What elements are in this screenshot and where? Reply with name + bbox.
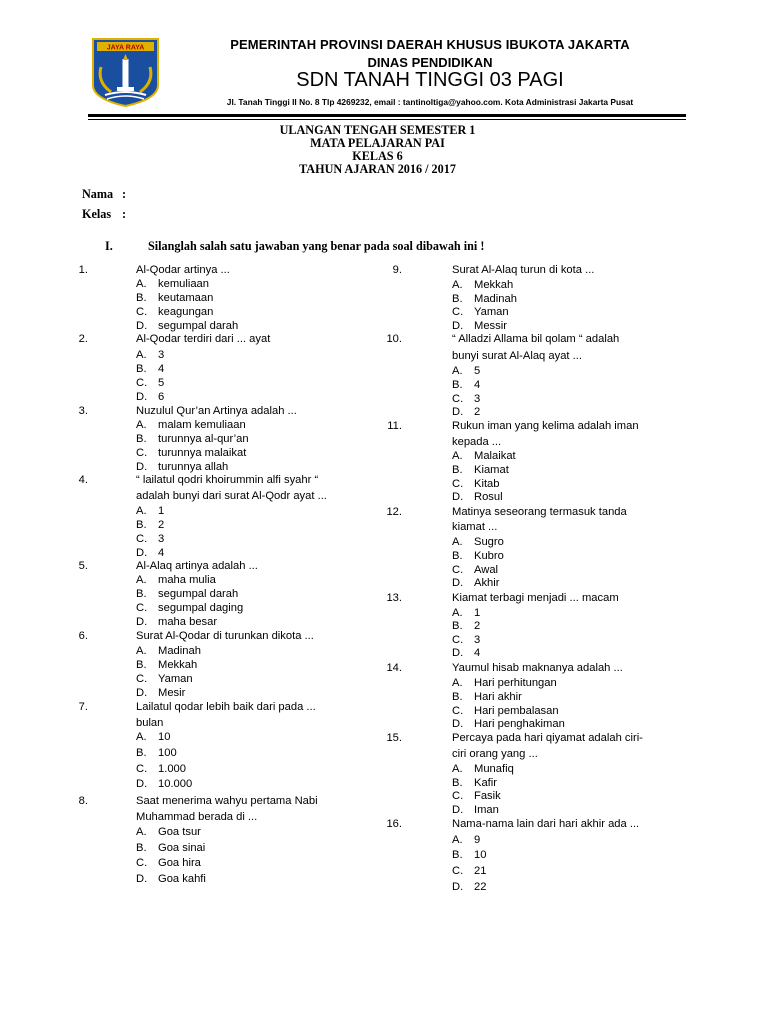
section-number: I.	[105, 239, 113, 253]
question-7-option-d[interactable]	[136, 778, 193, 791]
question-15-option-b[interactable]	[452, 777, 498, 790]
option-text: Hari perhitungan	[474, 677, 557, 689]
option-letter: B.	[136, 588, 147, 600]
question-text: ciri orang yang ...	[452, 748, 538, 760]
option-letter: D.	[452, 577, 464, 589]
question-2-option-b[interactable]	[136, 363, 165, 376]
option-letter: A.	[452, 834, 463, 846]
option-letter: C.	[136, 377, 148, 389]
question-8	[78, 795, 318, 808]
question-3-option-c[interactable]	[136, 447, 247, 460]
class-field[interactable]	[82, 207, 126, 222]
question-1-option-b[interactable]	[136, 292, 214, 305]
question-8-option-a[interactable]	[136, 826, 201, 839]
question-4-option-c[interactable]	[136, 533, 165, 546]
option-letter: D.	[452, 491, 464, 503]
option-letter: B.	[452, 849, 463, 861]
question-15-option-a[interactable]	[452, 763, 514, 776]
question-5	[78, 560, 258, 573]
option-letter: C.	[136, 533, 148, 545]
question-3	[78, 405, 297, 418]
option-text: Mekkah	[474, 279, 514, 291]
question-text: Percaya pada hari qiyamat adalah ciri-	[452, 732, 643, 744]
option-text: Awal	[474, 564, 499, 576]
question-10-option-d[interactable]	[452, 406, 481, 419]
option-letter: C.	[452, 865, 464, 877]
option-text: Kiamat	[474, 464, 509, 476]
option-text: 2	[158, 519, 165, 531]
option-text: maha mulia	[158, 574, 216, 586]
option-letter: D.	[452, 881, 464, 893]
option-text: Goa tsur	[158, 826, 201, 838]
question-text: Surat Al-Qodar di turunkan dikota ...	[136, 630, 314, 642]
option-text: 21	[474, 865, 487, 877]
question-number: 7.	[78, 701, 88, 713]
option-letter: A.	[452, 536, 463, 548]
option-text: Yaman	[474, 306, 509, 318]
option-letter: C.	[452, 790, 464, 802]
question-number: 8.	[78, 795, 88, 807]
question-7-option-b[interactable]	[136, 747, 177, 760]
question-4-option-d[interactable]	[136, 547, 165, 560]
question-text: Saat menerima wahyu pertama Nabi	[136, 795, 318, 807]
option-text: turunnya allah	[158, 461, 229, 473]
option-text: malam kemuliaan	[158, 419, 246, 431]
option-letter: B.	[452, 293, 463, 305]
option-letter: B.	[136, 433, 147, 445]
option-text: 22	[474, 881, 487, 893]
question-12-option-a[interactable]	[452, 536, 504, 549]
option-letter: C.	[136, 447, 148, 459]
question-13-option-d[interactable]	[452, 647, 481, 660]
question-15-option-d[interactable]	[452, 804, 499, 817]
question-12	[386, 506, 627, 519]
government-heading: PEMERINTAH PROVINSI DAERAH KHUSUS IBUKOTA JAKARTA	[230, 37, 630, 52]
option-letter: C.	[136, 857, 148, 869]
question-8-option-c[interactable]	[136, 857, 201, 870]
option-letter: B.	[136, 842, 147, 854]
question-7-option-c[interactable]	[136, 763, 186, 776]
question-16-option-c[interactable]	[452, 865, 487, 878]
option-letter: B.	[452, 777, 463, 789]
class-label: Kelas	[82, 207, 112, 221]
question-11	[387, 420, 639, 433]
option-letter: C.	[452, 634, 464, 646]
school-name: SDN TANAH TINGGI 03 PAGI	[296, 69, 564, 91]
option-letter: A.	[136, 278, 147, 290]
question-number: 2.	[78, 333, 88, 345]
question-6-option-a[interactable]	[136, 645, 201, 658]
option-letter: A.	[136, 574, 147, 586]
exam-year: TAHUN AJARAN 2016 / 2017	[299, 162, 456, 176]
option-text: 2	[474, 406, 481, 418]
option-text: 4	[474, 379, 481, 391]
option-text: 100	[158, 747, 177, 759]
option-letter: D.	[136, 547, 148, 559]
option-text: Hari pembalasan	[474, 705, 559, 717]
option-text: 3	[474, 393, 481, 405]
option-text: 4	[158, 547, 165, 559]
option-letter: C.	[452, 705, 464, 717]
question-text: Surat Al-Alaq turun di kota ...	[452, 264, 595, 276]
question-10-option-c[interactable]	[452, 393, 481, 406]
question-number: 10.	[386, 333, 402, 345]
question-13-option-a[interactable]	[452, 607, 481, 620]
question-text: Al-Qodar artinya ...	[136, 264, 230, 276]
option-text: Munafiq	[474, 763, 514, 775]
question-4-option-b[interactable]	[136, 519, 165, 532]
option-text: Madinah	[474, 293, 517, 305]
question-number: 5.	[78, 560, 88, 572]
option-text: kemuliaan	[158, 278, 209, 290]
option-text: Mesir	[158, 687, 186, 699]
option-text: 10	[158, 731, 171, 743]
option-letter: B.	[452, 620, 463, 632]
header-divider-thin	[88, 119, 686, 120]
option-letter: A.	[136, 731, 147, 743]
option-text: Yaman	[158, 673, 193, 685]
school-address: Jl. Tanah Tinggi II No. 8 Tlp 4269232, email : tantinoltiga@yahoo.com. Kota Administrasi Jakarta Pusat	[226, 97, 634, 107]
option-letter: C.	[136, 763, 148, 775]
option-letter: A.	[452, 279, 463, 291]
option-text: Kubro	[474, 550, 504, 562]
question-10	[386, 333, 620, 346]
question-6	[78, 630, 314, 643]
question-text: bulan	[136, 717, 164, 729]
option-text: 3	[158, 349, 165, 361]
question-7-option-a[interactable]	[136, 731, 171, 744]
question-13-option-b[interactable]	[452, 620, 481, 633]
question-text: “ Alladzi Allama bil qolam “ adalah	[452, 333, 620, 345]
question-14-option-d[interactable]	[452, 718, 565, 731]
option-text: Kafir	[474, 777, 498, 789]
question-number: 16.	[386, 818, 402, 830]
option-letter: D.	[136, 687, 148, 699]
option-text: 3	[474, 634, 481, 646]
option-text: 10	[474, 849, 487, 861]
option-text: Goa kahfi	[158, 873, 206, 885]
option-letter: C.	[452, 306, 464, 318]
question-text: Al-Qodar terdiri dari ... ayat	[136, 333, 271, 345]
option-text: Hari akhir	[474, 691, 522, 703]
question-text: kepada ...	[452, 436, 502, 448]
question-number: 6.	[78, 630, 88, 642]
option-text: Fasik	[474, 790, 501, 802]
option-text: 2	[474, 620, 481, 632]
question-3-option-d[interactable]	[136, 461, 229, 474]
option-letter: B.	[136, 747, 147, 759]
option-letter: D.	[452, 406, 464, 418]
question-12-line-2	[452, 521, 497, 534]
question-13	[386, 592, 619, 605]
option-letter: D.	[452, 647, 464, 659]
question-15-line-2	[452, 748, 538, 761]
question-11-option-c[interactable]	[452, 478, 500, 491]
question-2-option-d[interactable]	[136, 391, 165, 404]
option-letter: B.	[452, 691, 463, 703]
option-text: Akhir	[474, 577, 500, 589]
option-letter: A.	[452, 450, 463, 462]
option-letter: D.	[452, 718, 464, 730]
option-letter: A.	[452, 763, 463, 775]
question-text: Kiamat terbagi menjadi ... macam	[452, 592, 619, 604]
option-text: Mekkah	[158, 659, 198, 671]
question-2	[78, 333, 271, 346]
option-letter: D.	[136, 320, 148, 332]
question-1-option-c[interactable]	[136, 306, 214, 319]
option-letter: A.	[136, 826, 147, 838]
question-4-option-a[interactable]	[136, 505, 165, 518]
option-letter: C.	[136, 306, 148, 318]
option-text: 1	[474, 607, 481, 619]
question-1	[78, 264, 230, 277]
option-text: Kitab	[474, 478, 500, 490]
question-text: Al-Alaq artinya adalah ...	[136, 560, 258, 572]
option-text: segumpal darah	[158, 588, 239, 600]
option-letter: C.	[452, 478, 464, 490]
question-number: 15.	[386, 732, 402, 744]
option-text: 10.000	[158, 778, 193, 790]
question-number: 1.	[78, 264, 88, 276]
question-14-option-b[interactable]	[452, 691, 522, 704]
question-11-option-b[interactable]	[452, 464, 509, 477]
question-16-option-b[interactable]	[452, 849, 487, 862]
question-number: 11.	[387, 420, 402, 432]
option-letter: B.	[136, 659, 147, 671]
exam-class: KELAS 6	[352, 149, 403, 163]
question-12-option-d[interactable]	[452, 577, 500, 590]
option-text: 5	[474, 365, 481, 377]
option-text: segumpal darah	[158, 320, 239, 332]
option-letter: B.	[452, 379, 463, 391]
exam-subject: MATA PELAJARAN PAI	[310, 136, 445, 150]
header-divider	[88, 114, 686, 117]
logo-lettering: JAYA RAYA	[106, 44, 145, 52]
instruction-text: Silanglah salah satu jawaban yang benar pada soal dibawah ini !	[148, 239, 485, 253]
question-text: Nama-nama lain dari hari akhir ada ...	[452, 818, 640, 830]
question-number: 12.	[386, 506, 402, 518]
question-number: 4.	[78, 474, 88, 486]
option-letter: D.	[136, 616, 148, 628]
option-text: 1.000	[158, 763, 186, 775]
exam-title: ULANGAN TENGAH SEMESTER 1	[279, 123, 476, 137]
question-10-option-a[interactable]	[452, 365, 481, 378]
question-8-line-2	[136, 811, 257, 824]
question-9-option-d[interactable]	[452, 320, 507, 333]
option-text: Iman	[474, 804, 499, 816]
question-1-option-a[interactable]	[136, 278, 209, 291]
question-10-option-b[interactable]	[452, 379, 481, 392]
option-text: 9	[474, 834, 481, 846]
option-text: segumpal daging	[158, 602, 244, 614]
option-text: maha besar	[158, 616, 218, 628]
question-6-option-d[interactable]	[136, 687, 186, 700]
option-letter: D.	[136, 461, 148, 473]
question-16	[386, 818, 640, 831]
option-letter: A.	[136, 349, 147, 361]
question-7-line-2	[136, 717, 163, 730]
name-colon: :	[122, 187, 127, 201]
option-letter: A.	[452, 607, 463, 619]
option-letter: B.	[452, 550, 463, 562]
question-13-option-c[interactable]	[452, 634, 481, 647]
question-text: Nuzulul Qur’an Artinya adalah ...	[136, 405, 297, 417]
option-letter: A.	[452, 365, 463, 377]
option-text: turunnya malaikat	[158, 447, 247, 459]
question-text: Rukun iman yang kelima adalah iman	[452, 420, 639, 432]
question-11-line-2	[452, 436, 501, 449]
option-letter: C.	[452, 564, 464, 576]
question-number: 14.	[386, 662, 402, 674]
option-text: 6	[158, 391, 165, 403]
department-heading: DINAS PENDIDIKAN	[367, 55, 493, 70]
question-1-option-d[interactable]	[136, 320, 239, 333]
question-9-option-a[interactable]	[452, 279, 514, 292]
question-2-option-c[interactable]	[136, 377, 165, 390]
question-3-option-b[interactable]	[136, 433, 249, 446]
option-text: Madinah	[158, 645, 201, 657]
question-5-option-d[interactable]	[136, 616, 218, 629]
question-9-option-b[interactable]	[452, 293, 517, 306]
question-text: Matinya seseorang termasuk tanda	[452, 506, 627, 518]
option-text: keutamaan	[158, 292, 214, 304]
option-letter: B.	[452, 464, 463, 476]
option-letter: D.	[452, 804, 464, 816]
question-15-option-c[interactable]	[452, 790, 501, 803]
option-letter: D.	[452, 320, 464, 332]
question-11-option-d[interactable]	[452, 491, 503, 504]
question-text: kiamat ...	[452, 521, 498, 533]
option-text: Rosul	[474, 491, 503, 503]
question-5-option-c[interactable]	[136, 602, 244, 615]
name-field[interactable]	[82, 187, 126, 202]
option-text: turunnya al-qur’an	[158, 433, 249, 445]
question-6-option-b[interactable]	[136, 659, 198, 672]
question-5-option-a[interactable]	[136, 574, 216, 587]
option-text: Malaikat	[474, 450, 516, 462]
option-text: Messir	[474, 320, 507, 332]
option-text: keagungan	[158, 306, 214, 318]
option-letter: D.	[136, 873, 148, 885]
jakarta-emblem-logo	[91, 37, 160, 107]
question-14-option-c[interactable]	[452, 705, 559, 718]
option-letter: C.	[136, 602, 148, 614]
question-9	[392, 264, 595, 277]
option-text: Goa sinai	[158, 842, 206, 854]
question-5-option-b[interactable]	[136, 588, 239, 601]
question-text: Muhammad berada di ...	[136, 811, 258, 823]
question-8-option-b[interactable]	[136, 842, 206, 855]
question-text: adalah bunyi dari surat Al-Qodr ayat ...	[136, 490, 327, 502]
question-16-option-a[interactable]	[452, 834, 481, 847]
question-9-option-c[interactable]	[452, 306, 509, 319]
option-letter: A.	[136, 645, 147, 657]
option-text: Hari penghakiman	[474, 718, 565, 730]
question-number: 13.	[386, 592, 402, 604]
option-letter: B.	[136, 363, 147, 375]
question-16-option-d[interactable]	[452, 881, 487, 894]
option-text: 4	[158, 363, 165, 375]
question-number: 3.	[78, 405, 88, 417]
question-14	[386, 662, 623, 675]
option-letter: D.	[136, 778, 148, 790]
question-2-option-a[interactable]	[136, 349, 165, 362]
question-12-option-c[interactable]	[452, 564, 499, 577]
option-text: Goa hira	[158, 857, 201, 869]
question-4	[78, 474, 319, 487]
option-text: 5	[158, 377, 165, 389]
question-7	[78, 701, 316, 714]
question-10-line-2	[452, 350, 582, 363]
class-colon: :	[122, 207, 127, 221]
option-letter: C.	[452, 393, 464, 405]
question-14-option-a[interactable]	[452, 677, 557, 690]
option-text: 1	[158, 505, 165, 517]
name-label: Nama	[82, 187, 114, 201]
option-text: Sugro	[474, 536, 504, 548]
option-text: 3	[158, 533, 165, 545]
question-3-option-a[interactable]	[136, 419, 246, 432]
option-letter: B.	[136, 292, 147, 304]
question-text: Yaumul hisab maknanya adalah ...	[452, 662, 623, 674]
question-number: 9.	[392, 264, 402, 276]
question-8-option-d[interactable]	[136, 873, 206, 886]
question-4-line-2	[136, 490, 327, 503]
option-text: 4	[474, 647, 481, 659]
question-text: bunyi surat Al-Alaq ayat ...	[452, 350, 582, 362]
question-6-option-c[interactable]	[136, 673, 193, 686]
question-11-option-a[interactable]	[452, 450, 516, 463]
option-letter: A.	[136, 419, 147, 431]
option-letter: C.	[136, 673, 148, 685]
option-letter: D.	[136, 391, 148, 403]
option-letter: B.	[136, 519, 147, 531]
question-15	[386, 732, 643, 745]
question-text: “ lailatul qodri khoirummin alfi syahr “	[136, 474, 319, 486]
question-12-option-b[interactable]	[452, 550, 504, 563]
option-letter: A.	[136, 505, 147, 517]
question-text: Lailatul qodar lebih baik dari pada ...	[136, 701, 316, 713]
option-letter: A.	[452, 677, 463, 689]
